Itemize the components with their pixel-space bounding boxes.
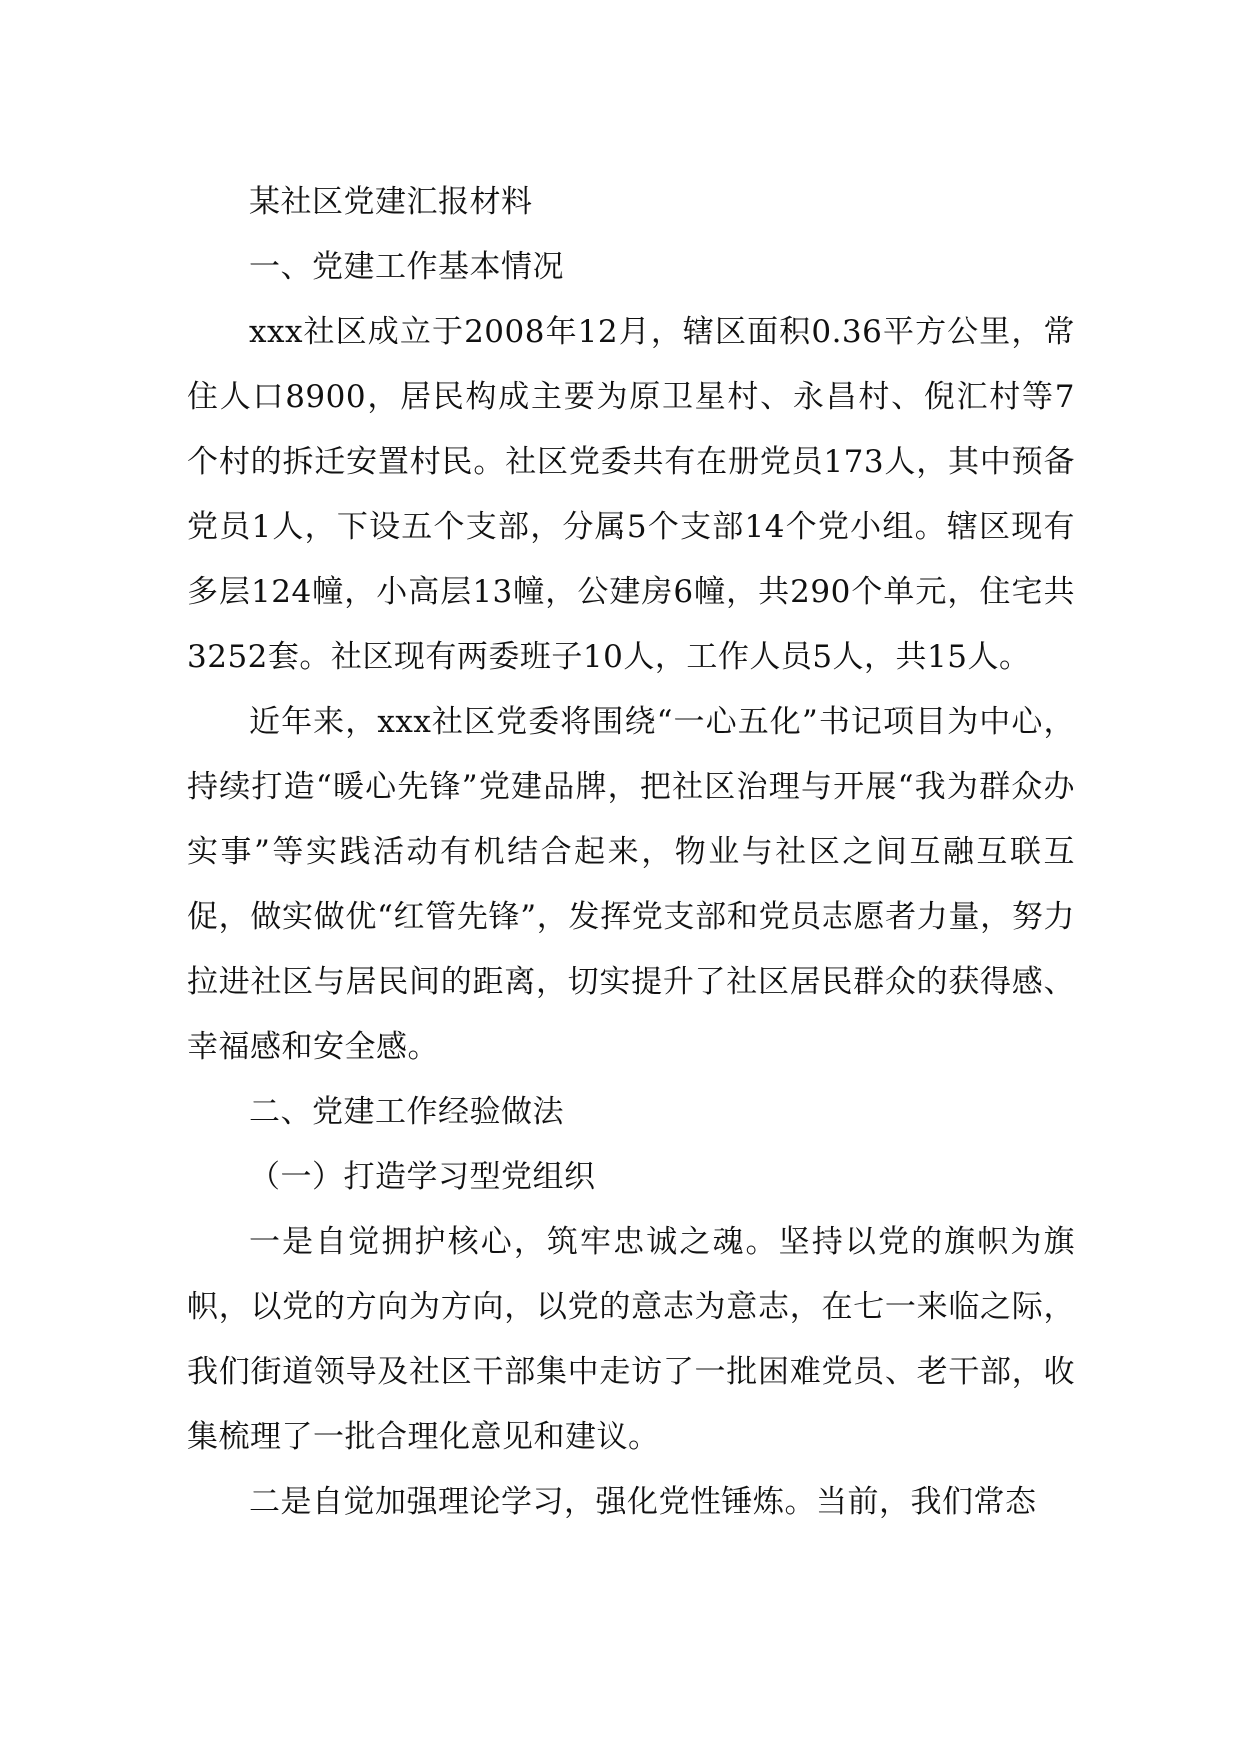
section-heading-basic-situation: 一、党建工作基本情况 bbox=[249, 249, 564, 285]
document-title: 某社区党建汇报材料 bbox=[249, 184, 533, 220]
paragraph-point-one: 一是自觉拥护核心，筑牢忠诚之魂。坚持以党的旗帜为旗帜，以党的方向为方向，以党的意志为意志，在七一来临之际，我们街道领导及社区干部集中走访了一批困难党员、老干部，收集梳理了一批合理化意见和建议。 bbox=[187, 1224, 1075, 1455]
paragraph-community-overview: xxx社区成立于2008年12月，辖区面积0.36平方公里，常住人口8900，居民构成主要为原卫星村、永昌村、倪汇村等7个村的拆迁安置村民。社区党委共有在册党员173人，其中预备党员1人，下设五个支部，分属5个支部14个党小组。辖区现有多层124幢，小高层13幢，公建房6幢，共290个单元，住宅共3252套。社区现有两委班子10人，工作人员5人，共15人。 bbox=[187, 314, 1075, 675]
subsection-heading-learning-organization: （一）打造学习型党组织 bbox=[249, 1159, 596, 1195]
paragraph-recent-work: 近年来，xxx社区党委将围绕“一心五化”书记项目为中心，持续打造“暖心先锋”党建品牌，把社区治理与开展“我为群众办实事”等实践活动有机结合起来，物业与社区之间互融互联互促，做实做优“红管先锋”，发挥党支部和党员志愿者力量，努力拉进社区与居民间的距离，切实提升了社区居民群众的获得感、幸福感和安全感。 bbox=[187, 704, 1075, 1065]
document-body bbox=[187, 170, 1075, 1535]
section-heading-experience: 二、党建工作经验做法 bbox=[249, 1094, 564, 1130]
paragraph-point-two: 二是自觉加强理论学习，强化党性锤炼。当前，我们常态 bbox=[249, 1484, 1037, 1520]
